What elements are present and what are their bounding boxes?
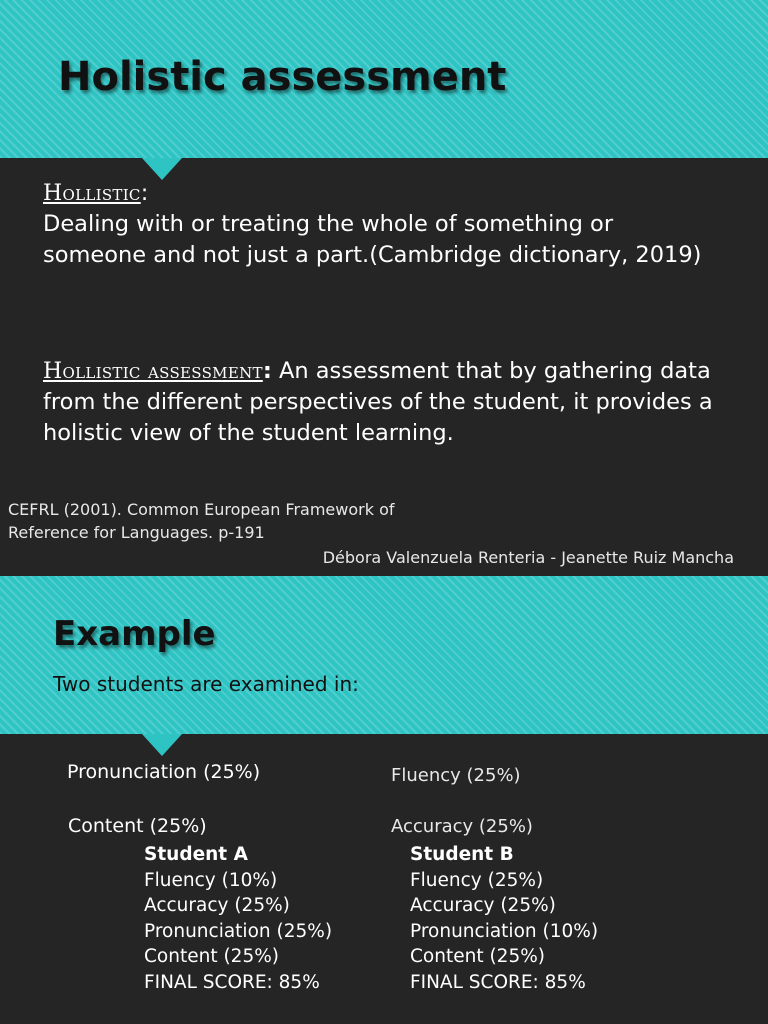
- term-hollistic-assessment: Hollistic assessment: [43, 359, 263, 384]
- student-a-heading: Student A: [144, 844, 248, 865]
- citation: CEFRL (2001). Common European Framework of Reference for Languages. p-191: [8, 500, 395, 542]
- assessment-definition-block: [43, 356, 723, 449]
- student-a-fluency: Fluency (10%): [144, 869, 278, 891]
- slide2-subtitle: Two students are examined in:: [53, 672, 359, 696]
- slide2-title: Example: [53, 614, 216, 654]
- hollistic-definition-block: [43, 178, 723, 271]
- authors: Débora Valenzuela Renteria - Jeanette Ruiz Mancha: [322, 548, 734, 567]
- slide1-notch: [142, 158, 182, 180]
- student-b-content: Content (25%): [410, 946, 546, 967]
- slide2-title-band: [0, 576, 768, 734]
- term-hollistic-colon: :: [140, 180, 149, 206]
- student-a-block: [144, 842, 332, 995]
- criterion-content: Content (25%): [68, 815, 207, 837]
- student-b-heading: Student B: [410, 844, 514, 865]
- student-a-content: Content (25%): [144, 946, 280, 967]
- slide1-content-panel: [0, 158, 768, 576]
- hollistic-definition: Dealing with or treating the whole of something or someone and not just a part.(Cambridge dictionary, 2019): [43, 211, 702, 268]
- slide2-notch: [142, 734, 182, 756]
- slide1-title: Holistic assessment: [58, 54, 507, 100]
- criterion-pronunciation: Pronunciation (25%): [67, 761, 261, 783]
- slide2-content-panel: [0, 734, 768, 1024]
- student-b-block: [410, 842, 598, 995]
- slide1-title-band: [0, 0, 768, 158]
- student-b-fluency: Fluency (25%): [410, 869, 544, 891]
- assessment-definition: An assessment that by gathering data from the different perspectives of the student, it provides a holistic view of the student learning.: [43, 358, 713, 446]
- term-hollistic: Hollistic: [43, 181, 141, 206]
- criterion-fluency: Fluency (25%): [391, 765, 521, 786]
- student-a-final-score: FINAL SCORE: 85%: [144, 971, 320, 993]
- student-b-pronunciation: Pronunciation (10%): [410, 920, 599, 942]
- student-a-accuracy: Accuracy (25%): [144, 895, 290, 916]
- term-hollistic-assessment-colon: :: [262, 358, 272, 384]
- student-b-accuracy: Accuracy (25%): [410, 895, 556, 916]
- student-a-pronunciation: Pronunciation (25%): [144, 920, 333, 942]
- student-b-final-score: FINAL SCORE: 85%: [410, 971, 586, 993]
- criterion-accuracy: Accuracy (25%): [391, 816, 533, 837]
